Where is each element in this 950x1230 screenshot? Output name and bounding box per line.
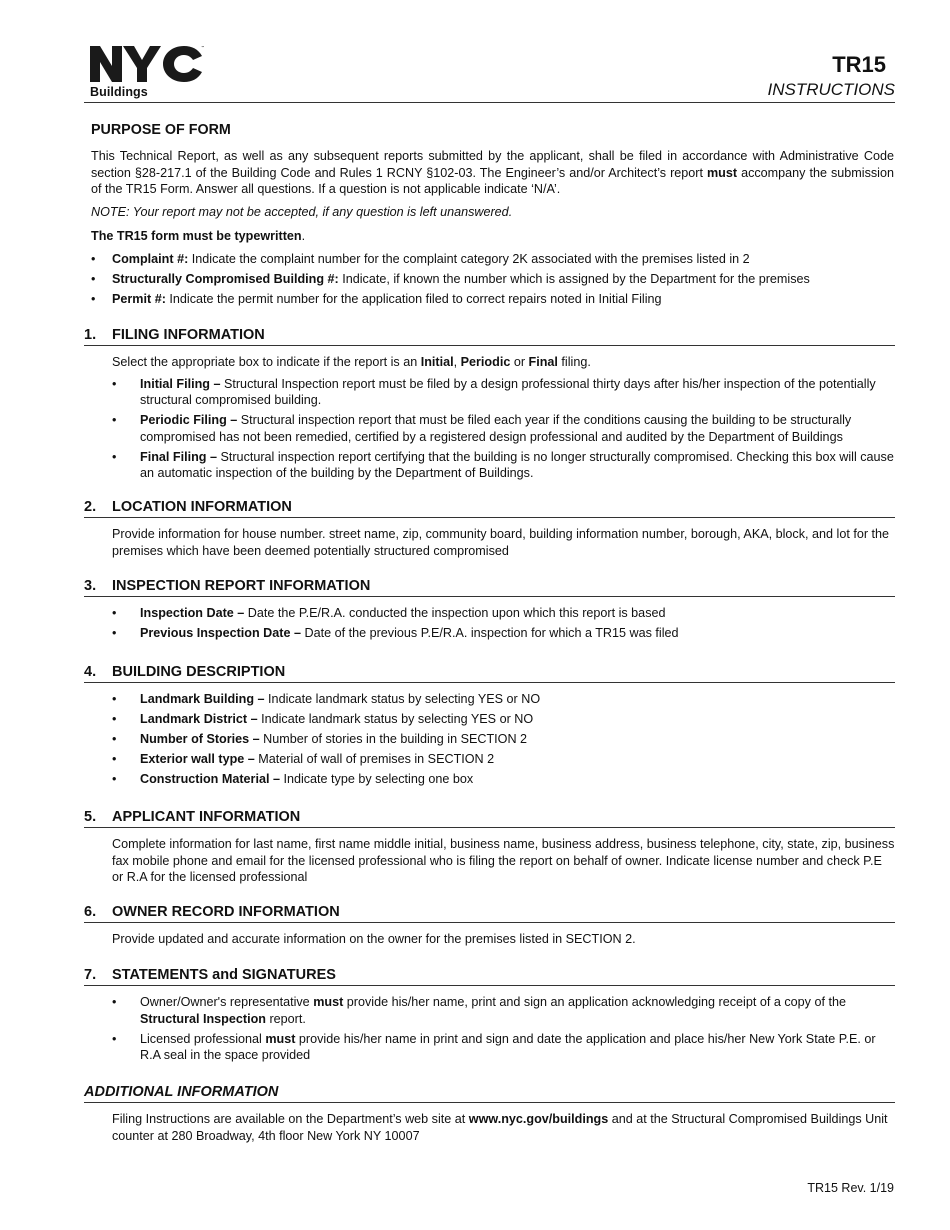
item-text: Indicate type by selecting one box — [279, 772, 474, 786]
bullet-icon: • — [112, 1031, 117, 1046]
section-title: FILING INFORMATION — [112, 327, 265, 343]
intro-final: Final — [528, 355, 558, 369]
purpose-text-2: accompany the submission of the TR15 Form. Answer all questions. If a question is not applicable indicate ‘N/A’. — [91, 165, 894, 196]
purpose-emphasis: must — [706, 165, 738, 180]
list-item — [91, 271, 894, 288]
list-item — [112, 731, 895, 748]
section-body — [112, 605, 895, 642]
item-label: Inspection Date – — [140, 606, 245, 620]
item-emphasis: must — [265, 1031, 296, 1046]
item-text: Indicate landmark status by selecting YES or NO — [257, 712, 534, 726]
list-item — [112, 711, 895, 728]
intro-or: or — [510, 355, 529, 369]
section-heading — [84, 326, 895, 346]
filing-intro — [112, 354, 895, 371]
section-heading — [84, 966, 895, 986]
section-body — [112, 526, 895, 559]
bullet-icon: • — [112, 772, 117, 786]
section-text: Complete information for last name, first name middle initial, business name, business address, business telephone, city, state, zip, business fax mobile phone and email for the licensed professional who is filing the report on behalf of owner. Indicate license number and check P.E or R.A for the licensed professional — [112, 837, 895, 884]
item-text: Date of the previous P.E/R.A. inspection for which a TR15 was filed — [300, 626, 679, 640]
section-filing-information — [84, 326, 895, 485]
list-item — [112, 1031, 895, 1064]
item-label: Landmark District – — [140, 712, 258, 726]
section-number: 3. — [84, 578, 97, 594]
list-item — [112, 691, 895, 708]
item-text: provide his/her name in print and sign and date the application and place his/her New York State P.E. or R.A seal in the space provided — [140, 1031, 876, 1062]
purpose-paragraph — [91, 148, 894, 198]
section-number: 1. — [84, 327, 97, 343]
form-subtitle: INSTRUCTIONS — [767, 80, 895, 99]
bullet-icon: • — [112, 449, 117, 464]
section-body — [112, 691, 895, 788]
filing-list — [112, 376, 895, 482]
list-item — [91, 291, 894, 308]
section-body — [112, 931, 895, 948]
list-item — [91, 251, 894, 268]
intro-sep: , — [453, 355, 461, 369]
bullet-icon: • — [91, 291, 96, 306]
section-title: STATEMENTS and SIGNATURES — [112, 967, 336, 983]
item-label: Previous Inspection Date – — [140, 626, 301, 640]
item-label: Landmark Building – — [140, 692, 265, 706]
section-body — [112, 1111, 895, 1144]
bullet-icon: • — [112, 712, 117, 726]
section-heading — [84, 577, 895, 597]
section-title: BUILDING DESCRIPTION — [112, 664, 286, 680]
item-text: Indicate the permit number for the application filed to correct repairs noted in Initial Filing — [165, 291, 662, 306]
section-body — [112, 354, 895, 482]
list-item — [112, 994, 895, 1027]
revision-label: TR15 Rev. 1/19 — [807, 1181, 894, 1195]
list-item — [112, 376, 895, 409]
section-text: Provide information for house number. street name, zip, community board, building information number, borough, AKA, block, and lot for the premises which have been deemed potentially structured compromised — [112, 527, 890, 558]
item-label: Structurally Compromised Building #: — [112, 271, 339, 286]
section-number: 6. — [84, 904, 97, 920]
item-text: Licensed professional — [140, 1031, 266, 1046]
item-text: provide his/her name, print and sign an application acknowledging receipt of a copy of the — [343, 995, 846, 1009]
nyc-buildings-logo — [90, 44, 206, 99]
website-link[interactable]: www.nyc.gov/buildings — [468, 1112, 609, 1126]
section-heading — [84, 1083, 895, 1103]
item-text: Structural Inspection report must be filed by a design professional thirty days after his/her inspection of the potentially structural compromised building. — [140, 376, 876, 407]
item-text: Material of wall of premises in SECTION 2 — [254, 752, 495, 766]
section-building-description — [84, 663, 895, 791]
item-label: Initial Filing – — [140, 376, 221, 391]
section-title: LOCATION INFORMATION — [112, 499, 292, 515]
bullet-icon: • — [112, 376, 117, 391]
section-title: OWNER RECORD INFORMATION — [112, 904, 340, 920]
section-body — [112, 836, 895, 886]
section-title: INSPECTION REPORT INFORMATION — [112, 578, 371, 594]
section-body — [112, 994, 895, 1064]
bullet-icon: • — [112, 413, 117, 427]
section-inspection-report — [84, 577, 895, 645]
typewritten-end: . — [301, 229, 306, 243]
section-heading — [84, 663, 895, 683]
item-emphasis: must — [313, 995, 344, 1009]
additional-text: and at the Structural Compromised Buildings Unit counter at 280 Broadway, 4th floor New York NY 10007 — [112, 1112, 888, 1143]
item-text: Indicate landmark status by selecting YES or NO — [264, 692, 541, 706]
item-text: report. — [265, 1011, 306, 1026]
section-heading — [84, 903, 895, 923]
intro-initial: Initial — [420, 355, 454, 369]
purpose-note: NOTE: Your report may not be accepted, if any question is left unanswered. — [91, 204, 513, 219]
section-title: APPLICANT INFORMATION — [112, 809, 301, 825]
additional-text: Filing Instructions are available on the Department’s web site at — [112, 1112, 469, 1126]
svg-text:™: ™ — [201, 45, 205, 50]
item-label: Exterior wall type – — [140, 752, 255, 766]
item-text: Structural inspection report that must be filed each year if the conditions causing the building to be structurally compromised has not been remedied, certified by a registered design professional and audited by the Department of Buildings — [140, 413, 852, 444]
bullet-icon: • — [112, 995, 117, 1009]
list-item — [112, 771, 895, 788]
intro-end: filing. — [557, 355, 591, 369]
list-item — [112, 412, 895, 445]
section-text: Provide updated and accurate information on the owner for the premises listed in SECTION 2. — [112, 932, 636, 946]
purpose-list — [91, 251, 894, 308]
typewritten-notice — [91, 228, 894, 245]
bullet-icon: • — [112, 626, 117, 640]
section-additional-information — [84, 1083, 895, 1149]
item-label: Number of Stories – — [140, 732, 260, 746]
inspection-list — [112, 605, 895, 642]
section-title: ADDITIONAL INFORMATION — [84, 1084, 279, 1100]
intro-periodic: Periodic — [460, 355, 511, 369]
typewritten-bold: The TR15 form must be typewritten — [91, 229, 302, 243]
item-text: Owner/Owner's representative — [140, 995, 314, 1009]
item-label: Permit #: — [112, 291, 166, 306]
header-divider — [84, 102, 895, 103]
item-emphasis: Structural Inspection — [140, 1011, 266, 1026]
section-heading — [84, 808, 895, 828]
section-applicant-information — [84, 808, 895, 891]
purpose-title: PURPOSE OF FORM — [91, 122, 231, 138]
bullet-icon: • — [91, 251, 96, 266]
list-item — [112, 625, 895, 642]
item-label: Complaint #: — [112, 251, 189, 266]
section-heading — [84, 498, 895, 518]
intro-text: Select the appropriate box to indicate if the report is an — [112, 355, 421, 369]
bullet-icon: • — [91, 271, 96, 286]
list-item — [112, 449, 895, 482]
section-number: 4. — [84, 664, 97, 680]
item-label: Periodic Filing – — [140, 413, 238, 427]
item-text: Indicate, if known the number which is assigned by the Department for the premises — [338, 271, 810, 286]
item-label: Final Filing – — [140, 449, 217, 464]
purpose-section — [91, 121, 894, 311]
item-label: Construction Material – — [140, 772, 280, 786]
section-number: 2. — [84, 499, 97, 515]
section-number: 5. — [84, 809, 97, 825]
purpose-text-1: This Technical Report, as well as any subsequent reports submitted by the applicant, shall be filed in accordance with Administrative Code section §28-217.1 of the Building Code and Rules 1 RCNY §102-03. The Engineer’s and/or Architect’s report — [91, 149, 894, 180]
logo-subtitle: Buildings — [90, 85, 148, 99]
bullet-icon: • — [112, 692, 117, 706]
item-text: Structural inspection report certifying that the building is no longer structurally compromised. Checking this box will cause an automatic inspection of the building by the Department of Buildings. — [140, 449, 894, 480]
list-item — [112, 605, 895, 622]
signature-list — [112, 994, 895, 1064]
item-text: Indicate the complaint number for the complaint category 2K associated with the premises listed in 2 — [188, 251, 750, 266]
form-id: TR15 — [832, 52, 886, 77]
section-location-information — [84, 498, 895, 564]
building-list — [112, 691, 895, 788]
bullet-icon: • — [112, 732, 117, 746]
bullet-icon: • — [112, 752, 117, 766]
section-owner-record — [84, 903, 895, 953]
bullet-icon: • — [112, 606, 117, 620]
item-text: Number of stories in the building in SECTION 2 — [259, 732, 528, 746]
section-text — [112, 1111, 895, 1144]
nyc-logo-icon — [90, 44, 206, 84]
section-number: 7. — [84, 967, 97, 983]
list-item — [112, 751, 895, 768]
section-statements-signatures — [84, 966, 895, 1067]
item-text: Date the P.E/R.A. conducted the inspection upon which this report is based — [244, 606, 666, 620]
